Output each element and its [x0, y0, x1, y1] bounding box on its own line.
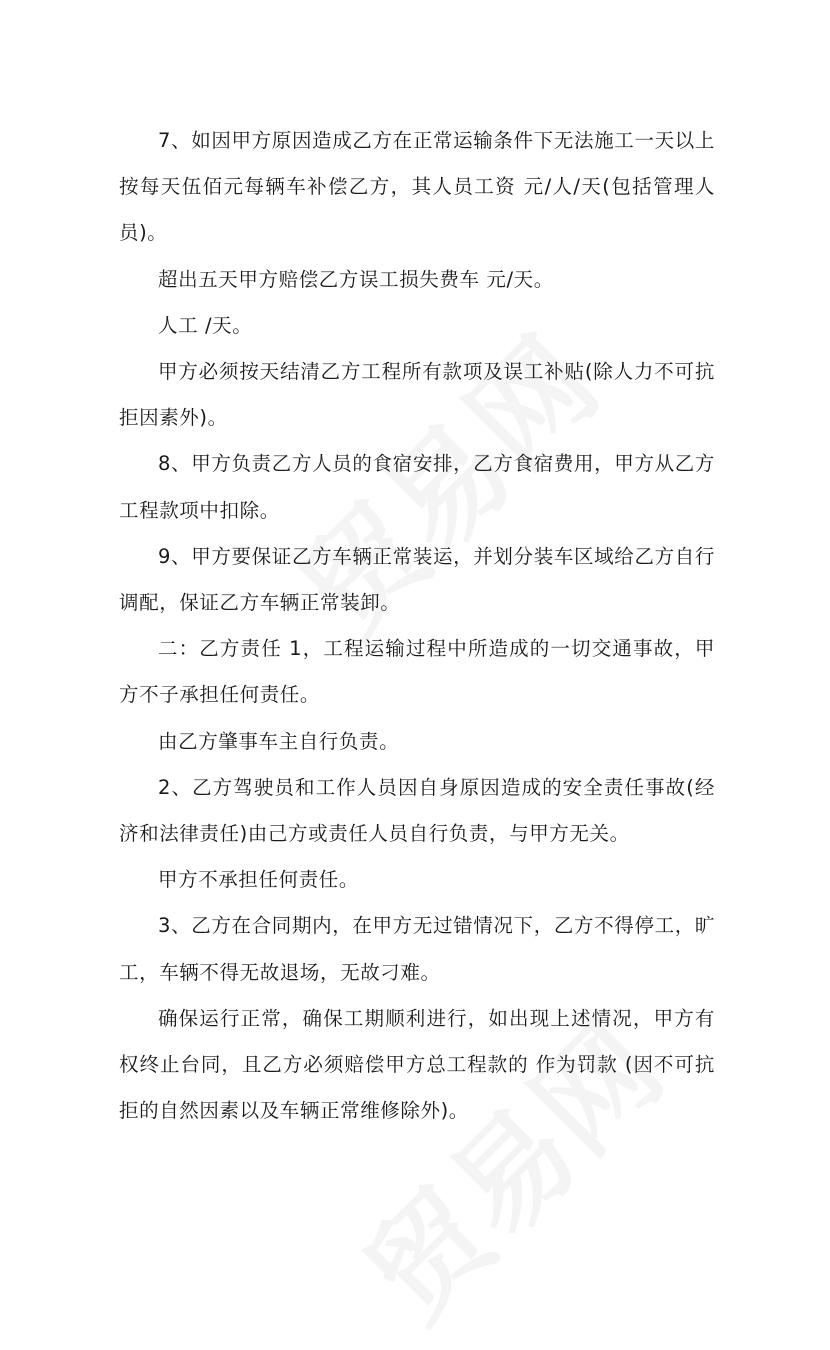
paragraph: 二：乙方责任 1，工程运输过程中所造成的一切交通事故，甲方不子承担任何责任。 [119, 637, 715, 707]
paragraph: 由乙方肇事车主自行负责。 [158, 729, 400, 753]
paragraph: 人工 /天。 [158, 313, 253, 337]
paragraph: 确保运行正常，确保工期顺利进行，如出现上述情况，甲方有权终止台同，且乙方必须赔偿甲方总工程款的 作为罚款 (因不可抗拒的自然因素以及车辆正常维修除外)。 [119, 1006, 715, 1123]
paragraph: 7、如因甲方原因造成乙方在正常运输条件下无法施工一天以上按每天伍佰元每辆车补偿乙方，其人员工资 元/人/天(包括管理人员)。 [119, 129, 715, 245]
paragraph: 8、甲方负责乙方人员的食宿安排，乙方食宿费用，甲方从乙方工程款项中扣除。 [119, 452, 715, 522]
paragraph: 甲方不承担任何责任。 [158, 868, 360, 892]
paragraph: 2、乙方驾驶员和工作人员因自身原因造成的安全责任事故(经济和法律责任)由己方或责任人员自行负责，与甲方无关。 [119, 775, 715, 846]
paragraph: 3、乙方在合同期内，在甲方无过错情况下，乙方不得停工，旷工，车辆不得无故退场，无故刁难。 [119, 914, 715, 984]
paragraph: 甲方必须按天结清乙方工程所有款项及误工补贴(除人力不可抗拒因素外)。 [119, 360, 715, 430]
paragraph: 9、甲方要保证乙方车辆正常装运，并划分装车区域给乙方自行调配，保证乙方车辆正常装卸。 [119, 544, 715, 615]
document-body [119, 118, 715, 1134]
paragraph: 超出五天甲方赔偿乙方误工损失费车 元/天。 [158, 267, 554, 291]
